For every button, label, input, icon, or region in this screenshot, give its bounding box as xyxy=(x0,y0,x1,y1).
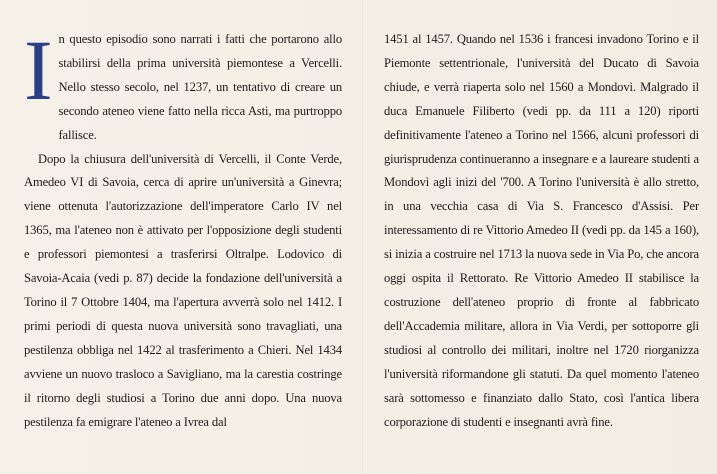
drop-cap: I xyxy=(24,22,53,118)
left-paragraph-1 xyxy=(24,22,342,148)
right-paragraph-1: 1451 al 1457. Quando nel 1536 i francesi invadono Torino e il Piemonte settentrionale, l'università del Ducato di Savoia chiude, e verrà riaperta solo nel 1560 a Mondovì. Malgrado il duca Emanuele Filiberto (vedi pp. da 111 a 120) riporti definitivamente l'ateneo a Torino nel 1566, alcuni professori di giurisprudenza continueranno a insegnare e a laureare studenti a Mondovì agli inizi del '700. A Torino l'università è allo stretto, in una vecchia casa di Via S. Francesco d'Assisi. Per interessamento di re Vittorio Amedeo II (vedi pp. da 145 a 160), si inizia a costruire nel 1713 la nuova sede in Via Po, che ancora oggi ospita il Rettorato. Re Vittorio Amedeo II stabilisce la costruzione dell'ateneo proprio di fronte al fabbricato dell'Accademia militare, allora in Via Verdi, per sottoporre gli studiosi al controllo dei militari, inoltre nel 1720 riorganizza l'università riformandone gli statuti. Da quel momento l'ateneo sarà sottomesso e finanziato dallo Stato, così l'antica libera corporazione di studenti e insegnanti avrà fine. xyxy=(384,32,699,429)
left-paragraph-2: Dopo la chiusura dell'università di Vercelli, il Conte Verde, Amedeo VI di Savoia, cerca di aprire un'università a Ginevra; viene ottenuta l'autorizzazione dell'imperatore Carlo IV nel 1365, ma l'ateneo non è attivato per l'opposizione degli studenti e professori piemontesi a trasferirsi Oltralpe. Lodovico di Savoia-Acaia (vedi p. 87) decide la fondazione dell'università a Torino il 7 Ottobre 1404, ma l'apertura avverrà solo nel 1412. I primi periodi di questa nuova università sono travagliati, una pestilenza obbliga nel 1422 al trasferimento a Chieri. Nel 1434 avviene un nuovo trasloco a Savigliano, ma la carestia costringe il ritorno degli studiosi a Torino due anni dopo. Una nuova pestilenza fa emigrare l'ateneo a Ivrea dal xyxy=(24,151,342,429)
column-gutter xyxy=(362,0,363,474)
left-paragraph-1-text: n questo episodio sono narrati i fatti che portarono allo stabilirsi della prima università piemontese a Vercelli. Nello stesso secolo, nel 1237, un tentativo di creare un secondo ateneo viene fatto nella ricca Asti, ma purtroppo fallisce. xyxy=(58,32,342,142)
left-text-column xyxy=(24,22,342,434)
right-text-column xyxy=(384,28,699,434)
